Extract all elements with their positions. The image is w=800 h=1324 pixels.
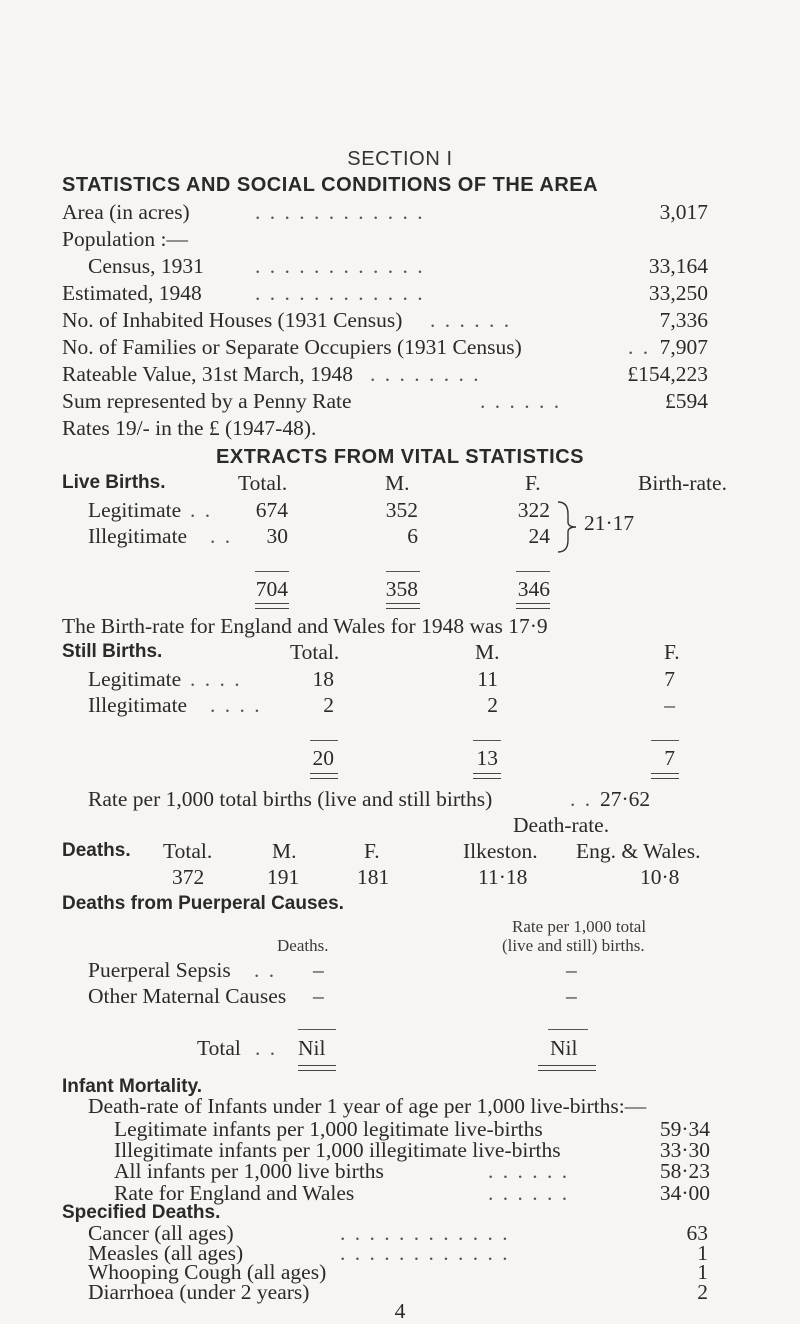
double-divider (310, 773, 338, 779)
other-maternal-deaths: – (313, 984, 324, 1008)
census-label: Census, 1931 (88, 254, 204, 278)
leader-dots: . . . . . . . . . . . . (255, 254, 425, 278)
leader-dots: . . . . . . . . (370, 362, 481, 386)
still-illegitimate-f: – (664, 693, 675, 717)
still-legitimate-m: 11 (477, 667, 498, 691)
deaths-m: 191 (267, 865, 300, 889)
double-divider (298, 1065, 336, 1071)
whooping-value: 1 (697, 1260, 708, 1285)
population-label: Population :— (62, 227, 189, 251)
area-label: Area (in acres) (62, 200, 190, 224)
cancer-value: 63 (686, 1221, 708, 1246)
live-births-heading: Live Births. (62, 472, 166, 493)
leader-dots: . . . . . . (488, 1180, 570, 1205)
page-title: STATISTICS AND SOCIAL CONDITIONS OF THE AREA (62, 174, 599, 196)
still-legitimate-f: 7 (664, 667, 675, 691)
still-births-sum-f: 7 (664, 746, 675, 770)
infant-illegitimate-value: 33·30 (659, 1138, 710, 1163)
infant-illegitimate-label: Illegitimate infants per 1,000 illegitimate live-births (114, 1138, 561, 1163)
area-value: 3,017 (659, 200, 708, 224)
column-header-total: Total. (290, 640, 340, 664)
specified-deaths-heading: Specified Deaths. (62, 1202, 221, 1224)
column-header-f: F. (664, 640, 680, 664)
death-rate-label: Death-rate. (513, 813, 610, 837)
column-header-m: M. (272, 839, 297, 863)
infant-legitimate-value: 59·34 (659, 1117, 710, 1142)
leader-dots: . . . . (190, 667, 242, 691)
illegitimate-label: Illegitimate (88, 693, 188, 717)
still-births-sum-total: 20 (312, 746, 334, 770)
leader-dots: . . (628, 335, 651, 359)
cancer-label: Cancer (all ages) (88, 1221, 234, 1246)
column-header-total: Total. (163, 839, 213, 863)
double-divider (386, 603, 420, 609)
penny-label: Sum represented by a Penny Rate (62, 389, 352, 413)
double-divider (538, 1065, 596, 1071)
diarrhoea-value: 2 (697, 1279, 708, 1304)
still-illegitimate-total: 2 (323, 693, 334, 717)
puerperal-rate-header: Rate per 1,000 total (512, 917, 647, 936)
leader-dots: . . . . . . . . . . . . (255, 281, 425, 305)
leader-dots: . . (210, 524, 233, 548)
puerperal-total-label: Total (197, 1036, 241, 1060)
column-header-m: M. (385, 471, 410, 495)
divider (516, 571, 550, 572)
still-births-sum-m: 13 (476, 746, 498, 770)
infant-all-value: 58·23 (659, 1159, 710, 1184)
still-births-heading: Still Births. (62, 641, 163, 662)
brace-icon (554, 500, 580, 554)
sepsis-label: Puerperal Sepsis (88, 958, 231, 982)
leader-dots: . . . . . . . . . . . . (340, 1240, 510, 1265)
still-legitimate-total: 18 (312, 667, 334, 691)
infant-england-value: 34·00 (659, 1180, 710, 1205)
legitimate-m: 352 (385, 498, 418, 522)
infant-legitimate-label: Legitimate infants per 1,000 legitimate live-births (114, 1117, 543, 1142)
estimated-label: Estimated, 1948 (62, 281, 202, 305)
puerperal-deaths-header: Deaths. (277, 936, 329, 955)
puerperal-total-rate: Nil (550, 1036, 578, 1060)
whooping-label: Whooping Cough (all ages) (88, 1260, 327, 1285)
houses-label: No. of Inhabited Houses (1931 Census) (62, 308, 403, 332)
column-header-f: F. (525, 471, 541, 495)
houses-value: 7,336 (659, 308, 708, 332)
divider (473, 740, 501, 741)
leader-dots: . . (255, 1036, 278, 1060)
page-number: 4 (394, 1299, 406, 1324)
divider (255, 571, 289, 572)
double-divider (473, 773, 501, 779)
illegitimate-m: 6 (407, 524, 418, 548)
infant-england-label: Rate for England and Wales (114, 1180, 355, 1205)
census-value: 33,164 (648, 254, 708, 278)
families-value: 7,907 (659, 335, 708, 359)
leader-dots: . . (254, 958, 277, 982)
column-header-birth-rate: Birth-rate. (638, 471, 727, 495)
column-header-ilkeston: Ilkeston. (463, 839, 538, 863)
puerperal-rate-header: (live and still) births. (502, 936, 645, 955)
divider (310, 740, 338, 741)
divider (298, 1029, 336, 1030)
deaths-england-rate: 10·8 (640, 865, 680, 889)
legitimate-label: Legitimate (88, 667, 182, 691)
puerperal-heading: Deaths from Puerperal Causes. (62, 893, 344, 914)
rateable-value: £154,223 (627, 362, 708, 386)
double-divider (516, 603, 550, 609)
column-header-total: Total. (238, 471, 288, 495)
penny-value: £594 (665, 389, 708, 413)
divider (651, 740, 679, 741)
rates-label: Rates 19/- in the £ (1947-48). (62, 416, 317, 440)
vital-statistics-title: EXTRACTS FROM VITAL STATISTICS (216, 446, 584, 468)
column-header-england: Eng. & Wales. (576, 839, 701, 863)
england-birth-rate: The Birth-rate for England and Wales for 1948 was 17·9 (62, 614, 548, 638)
live-births-sum-f: 346 (517, 577, 550, 601)
diarrhoea-label: Diarrhoea (under 2 years) (88, 1279, 310, 1304)
legitimate-f: 322 (517, 498, 550, 522)
sepsis-rate: – (566, 958, 577, 982)
live-births-sum-total: 704 (255, 577, 288, 601)
infant-mortality-heading: Infant Mortality. (62, 1076, 203, 1098)
section-label: SECTION I (347, 148, 453, 170)
infant-intro: Death-rate of Infants under 1 year of age per 1,000 live-births:— (88, 1094, 647, 1119)
column-header-m: M. (475, 640, 500, 664)
leader-dots: . . . . . . . . . . . . (340, 1221, 510, 1246)
leader-dots: . . . . . . . . . . . . (255, 200, 425, 224)
illegitimate-total: 30 (266, 524, 288, 548)
birth-rate-value: 21·17 (584, 511, 635, 535)
other-maternal-rate: – (566, 984, 577, 1008)
families-label: No. of Families or Separate Occupiers (1931 Census) (62, 335, 522, 359)
leader-dots: . . . . . . (480, 389, 562, 413)
leader-dots: . . . . . . (488, 1159, 570, 1184)
live-births-sum-m: 358 (385, 577, 418, 601)
divider (386, 571, 420, 572)
infant-all-label: All infants per 1,000 live births (114, 1159, 384, 1184)
rateable-label: Rateable Value, 31st March, 1948 (62, 362, 353, 386)
legitimate-total: 674 (255, 498, 288, 522)
double-divider (651, 773, 679, 779)
puerperal-total-deaths: Nil (298, 1036, 326, 1060)
illegitimate-f: 24 (528, 524, 550, 548)
leader-dots: . . . . . . (430, 308, 512, 332)
leader-dots: . . . . (210, 693, 262, 717)
still-rate-value: 27·62 (600, 787, 651, 811)
leader-dots: . . (190, 498, 213, 522)
divider (548, 1029, 588, 1030)
legitimate-label: Legitimate (88, 498, 182, 522)
still-illegitimate-m: 2 (487, 693, 498, 717)
illegitimate-label: Illegitimate (88, 524, 188, 548)
still-rate-text: Rate per 1,000 total births (live and still births) (88, 787, 493, 811)
deaths-heading: Deaths. (62, 840, 131, 861)
deaths-ilkeston-rate: 11·18 (478, 865, 528, 889)
other-maternal-label: Other Maternal Causes (88, 984, 287, 1008)
deaths-f: 181 (357, 865, 390, 889)
sepsis-deaths: – (313, 958, 324, 982)
measles-value: 1 (697, 1240, 708, 1265)
deaths-total: 372 (172, 865, 205, 889)
double-divider (255, 603, 289, 609)
measles-label: Measles (all ages) (88, 1240, 244, 1265)
column-header-f: F. (364, 839, 380, 863)
estimated-value: 33,250 (648, 281, 708, 305)
leader-dots: . . (570, 787, 593, 811)
